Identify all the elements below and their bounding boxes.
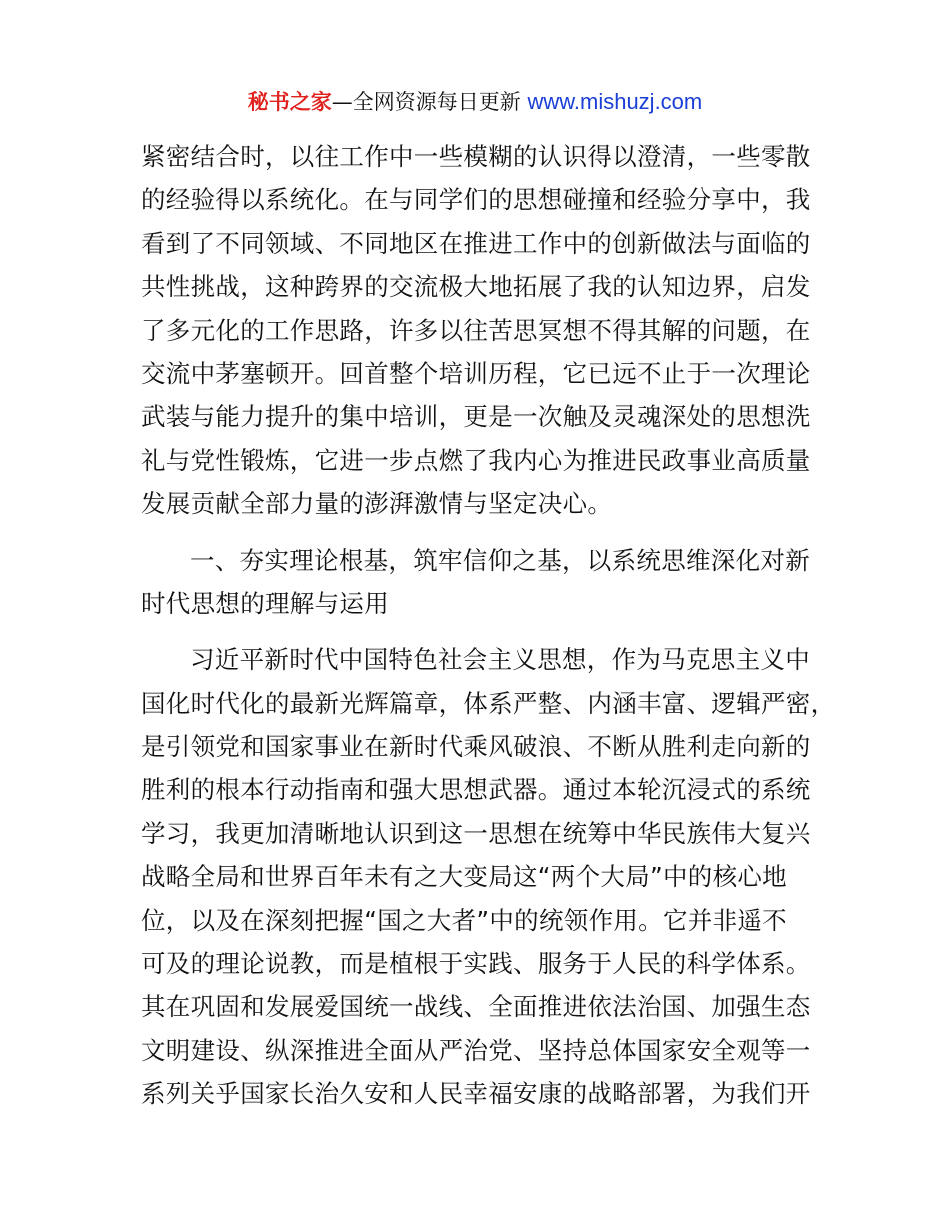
text-line: 了多元化的工作思路，许多以往苦思冥想不得其解的问题，在 [141,315,811,345]
text-line: 是引领党和国家事业在新时代乘风破浪、不断从胜利走向新的 [141,732,811,762]
section-heading [141,539,821,626]
text-line: 时代思想的理解与运用 [141,588,389,618]
text-line: 可及的理论说教，而是植根于实践、服务于人民的科学体系。 [141,949,811,979]
text-line: 战略全局和世界百年未有之大变局这“两个大局”中的核心地 [141,862,787,892]
text-line: 系列关乎国家长治久安和人民幸福安康的战略部署，为我们开 [141,1079,811,1109]
brand-name: 秘书之家 [247,90,332,114]
text-line: 文明建设、纵深推进全面从严治党、坚持总体国家安全观等一 [141,1035,811,1065]
text-line: 发展贡献全部力量的澎湃激情与坚定决心。 [141,489,613,519]
header-tagline: —全网资源每日更新 [331,90,521,114]
text-line: 位，以及在深刻把握“国之大者”中的统领作用。它并非遥不 [141,905,787,935]
text-line: 交流中茅塞顿开。回首整个培训历程，它已远不止于一次理论 [141,358,811,388]
paragraph [141,638,836,1115]
site-url[interactable]: www.mishuzj.com [527,89,703,114]
text-line: 国化时代化的最新光辉篇章，体系严整、内涵丰富、逻辑严密， [141,688,836,718]
text-line: 武装与能力提升的集中培训，更是一次触及灵魂深处的思想洗 [141,402,811,432]
text-line: 看到了不同领域、不同地区在推进工作中的创新做法与面临的 [141,228,811,258]
text-line: 一、夯实理论根基，筑牢信仰之基，以系统思维深化对新 [190,545,810,575]
text-line: 胜利的根本行动指南和强大思想武器。通过本轮沉浸式的系统 [141,775,811,805]
text-line: 其在巩固和发展爱国统一战线、全面推进依法治国、加强生态 [141,992,811,1022]
document-body [141,135,836,1116]
page-header [0,86,950,118]
text-line: 紧密结合时，以往工作中一些模糊的认识得以澄清，一些零散 [141,142,811,171]
text-line: 学习，我更加清晰地认识到这一思想在统筹中华民族伟大复兴 [141,818,811,848]
text-line: 共性挑战，这种跨界的交流极大地拓展了我的认知边界，启发 [141,272,811,302]
text-line: 礼与党性锻炼，它进一步点燃了我内心为推进民政事业高质量 [141,445,811,475]
text-line: 习近平新时代中国特色社会主义思想，作为马克思主义中 [190,645,810,675]
paragraph [141,135,821,526]
text-line: 的经验得以系统化。在与同学们的思想碰撞和经验分享中，我 [141,185,811,215]
